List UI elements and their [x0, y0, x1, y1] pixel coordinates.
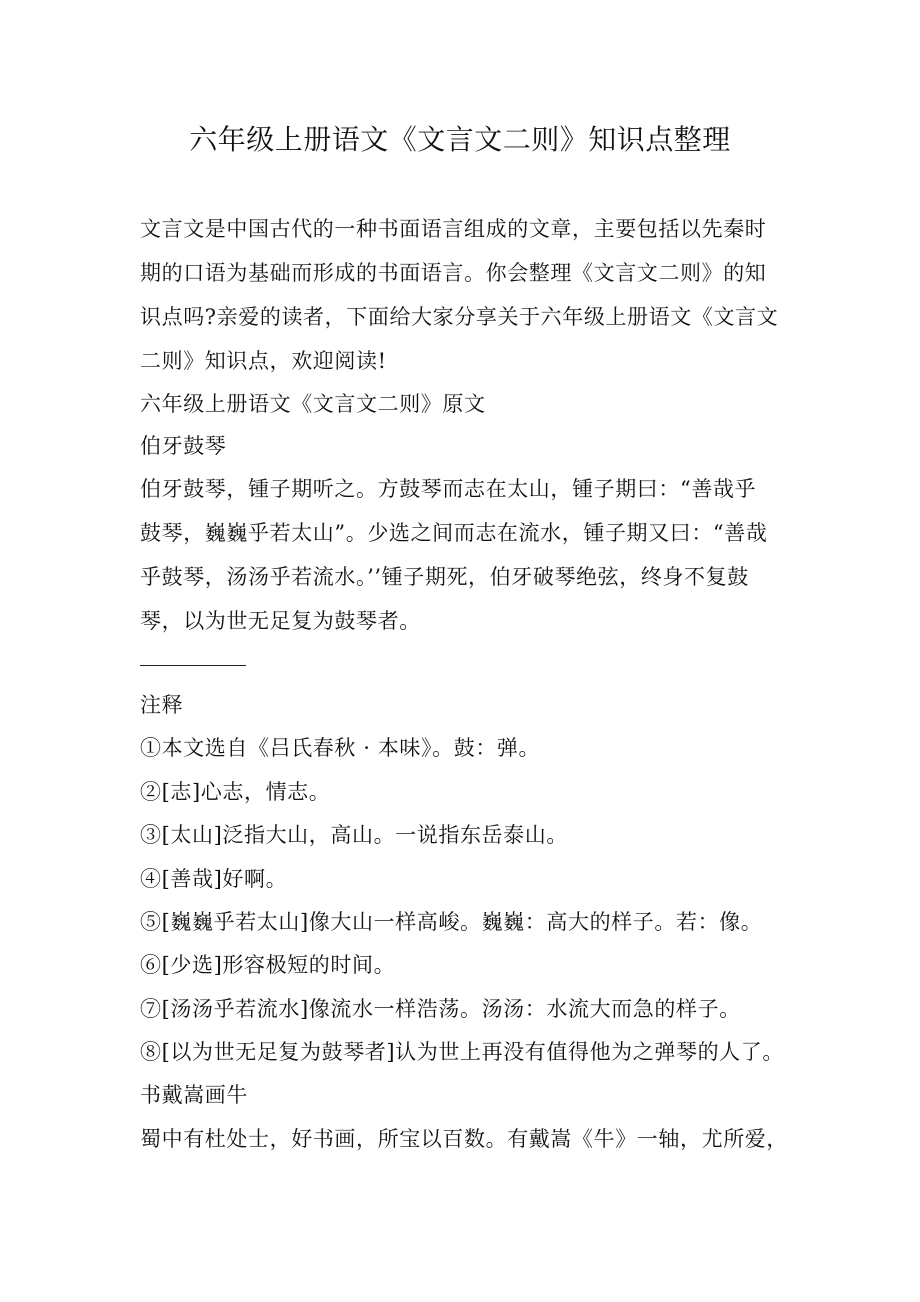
note-item: ①本文选自《吕氏春秋 · 本味》。鼓：弹。 — [140, 736, 541, 760]
story1-line: 乎鼓琴，汤汤乎若流水。’’锺子期死，伯牙破琴绝弦，终身不复鼓 — [140, 565, 749, 589]
note-item: ③[太山]泛指大山，高山。一说指东岳泰山。 — [140, 823, 568, 847]
note-item: ⑧[以为世无足复为鼓琴者]认为世上再没有值得他为之弹琴的人了。 — [140, 1040, 784, 1064]
intro-line: 识点吗?亲爱的读者，下面给大家分享关于六年级上册语文《文言文 — [140, 305, 779, 329]
story2-line: 蜀中有杜处士，好书画，所宝以百数。有戴嵩《牛》一轴，尤所爱， — [140, 1127, 788, 1151]
note-item: ⑤[巍巍乎若太山]像大山一样高峻。巍巍：高大的样子。若：像。 — [140, 910, 763, 934]
document-title: 六年级上册语文《文言文二则》知识点整理 — [189, 123, 731, 156]
intro-line: 文言文是中国古代的一种书面语言组成的文章，主要包括以先秦时 — [140, 217, 767, 241]
intro-line: 二则》知识点，欢迎阅读! — [140, 349, 387, 373]
footnote-separator — [140, 665, 246, 666]
note-item: ⑥[少选]形容极短的时间。 — [140, 953, 396, 977]
story1-line: 伯牙鼓琴，锺子期听之。方鼓琴而志在太山，锺子期曰：“善哉乎 — [140, 477, 757, 501]
note-item: ⑦[汤汤乎若流水]像流水一样浩荡。汤汤：水流大而急的样子。 — [140, 997, 741, 1021]
story1-title: 伯牙鼓琴 — [140, 434, 227, 458]
intro-line: 期的口语为基础而形成的书面语言。你会整理《文言文二则》的知 — [140, 261, 767, 285]
story1-line: 鼓琴，巍巍乎若太山”。少选之间而志在流水，锺子期又曰：“善哉 — [140, 521, 768, 545]
story2-title: 书戴嵩画牛 — [140, 1083, 248, 1107]
note-item: ④[善哉]好啊。 — [140, 867, 288, 891]
story1-line: 琴，以为世无足复为鼓琴者。 — [140, 609, 421, 633]
note-item: ②[志]心志，情志。 — [140, 780, 331, 804]
notes-heading: 注释 — [140, 693, 184, 717]
original-heading: 六年级上册语文《文言文二则》原文 — [140, 392, 486, 416]
